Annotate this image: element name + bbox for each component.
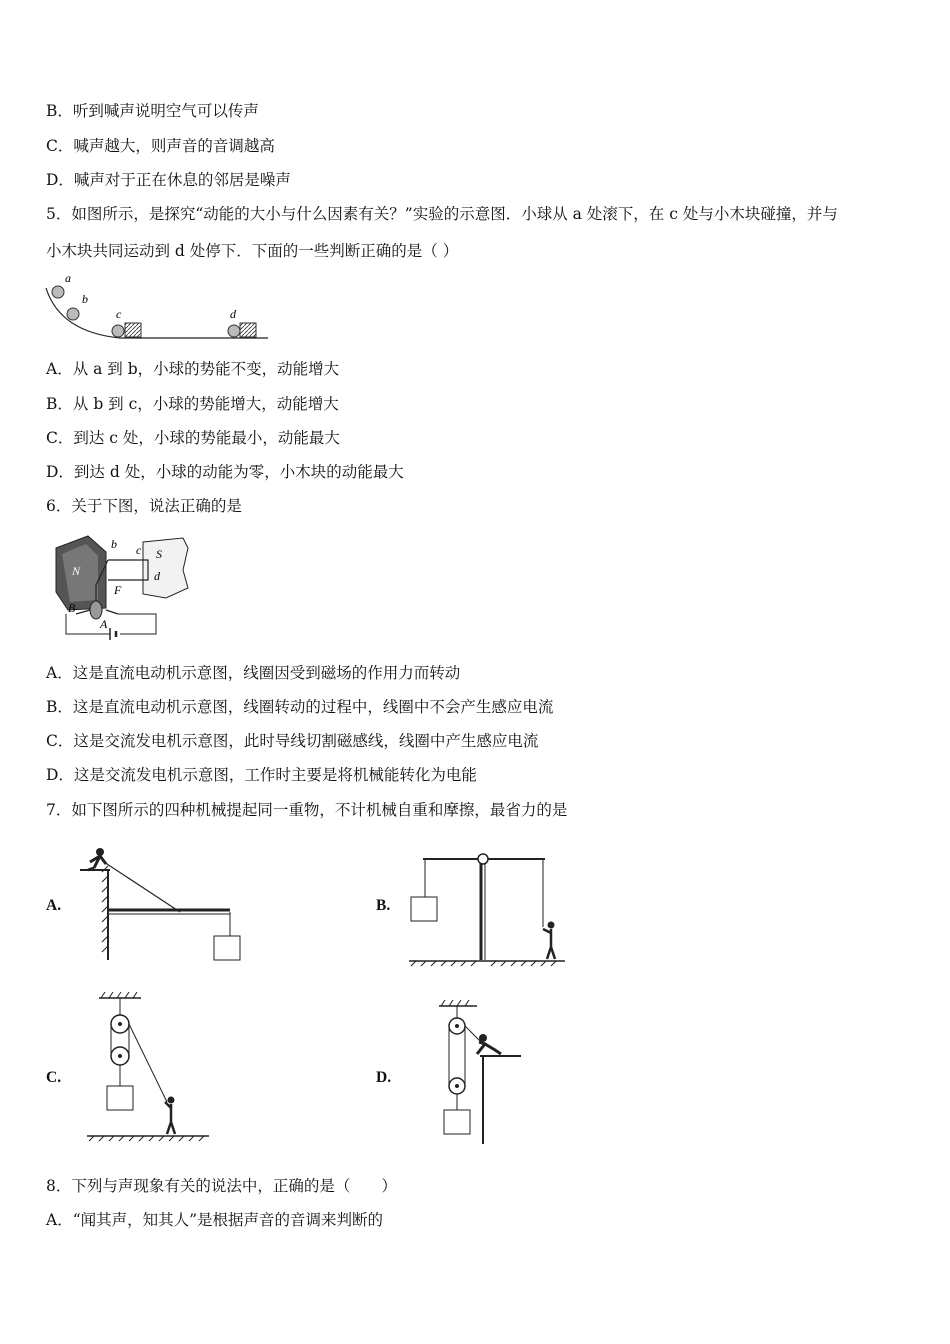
q6-label-f: F — [114, 583, 122, 597]
q7-stem: 7．如下图所示的四种机械提起同一重物，不计机械自重和摩擦，最省力的是 — [46, 801, 568, 819]
q6-label-s: S — [156, 547, 162, 561]
q5-stem-line1: 5．如图所示，是探究“动能的大小与什么因素有关？”实验的示意图．小球从 a 处滚下，在 c 处与小木块碰撞，并与 — [46, 205, 838, 223]
q6-option-d: D．这是交流发电机示意图，工作时主要是将机械能转化为电能 — [46, 766, 477, 784]
q6-label-bb: B — [68, 601, 76, 615]
q7-label-d: D. — [376, 1069, 392, 1086]
q6-label-a: A — [100, 617, 108, 631]
q5-label-c: c — [116, 307, 122, 321]
q7-figure-b-lever — [405, 845, 570, 970]
q6-label-b: b — [111, 537, 117, 551]
q4-option-d: D．喊声对于正在休息的邻居是噪声 — [46, 171, 291, 189]
q5-label-a: a — [65, 271, 71, 285]
q5-option-a: A．从 a 到 b，小球的势能不变，动能增大 — [46, 360, 340, 378]
q6-label-d: d — [154, 569, 160, 583]
q5-ramp-figure — [40, 270, 280, 345]
q6-option-a: A．这是直流电动机示意图，线圈因受到磁场的作用力而转动 — [46, 664, 461, 682]
q6-option-c: C．这是交流发电机示意图，此时导线切割磁感线，线圈中产生感应电流 — [46, 732, 539, 750]
q6-motor-figure — [48, 530, 198, 645]
q7-figure-d-pulley — [425, 998, 535, 1148]
q8-stem: 8．下列与声现象有关的说法中，正确的是（ ） — [46, 1177, 397, 1195]
q6-stem: 6．关于下图，说法正确的是 — [46, 497, 242, 515]
q5-option-c: C．到达 c 处，小球的势能最小，动能最大 — [46, 429, 340, 447]
q6-label-c: c — [136, 543, 142, 557]
q6-option-b: B．这是直流电动机示意图，线圈转动的过程中，线圈中不会产生感应电流 — [46, 698, 554, 716]
q5-label-d: d — [230, 307, 236, 321]
q4-option-c: C．喊声越大，则声音的音调越高 — [46, 137, 275, 155]
q5-option-b: B．从 b 到 c，小球的势能增大，动能增大 — [46, 395, 339, 413]
q5-stem-line2: 小木块共同运动到 d 处停下．下面的一些判断正确的是（ ） — [46, 242, 459, 260]
q5-option-d: D．到达 d 处，小球的动能为零，小木块的动能最大 — [46, 463, 404, 481]
q6-label-n: N — [72, 564, 81, 578]
q7-figure-a-lever — [80, 840, 250, 965]
q7-label-c: C. — [46, 1069, 62, 1086]
q7-label-a: A. — [46, 897, 62, 914]
q8-option-a: A．“闻其声，知其人”是根据声音的音调来判断的 — [46, 1211, 384, 1229]
q4-option-b: B．听到喊声说明空气可以传声 — [46, 102, 259, 120]
q5-label-b: b — [82, 292, 88, 306]
q7-label-b: B. — [376, 897, 391, 914]
q7-figure-c-pulley — [85, 990, 215, 1145]
